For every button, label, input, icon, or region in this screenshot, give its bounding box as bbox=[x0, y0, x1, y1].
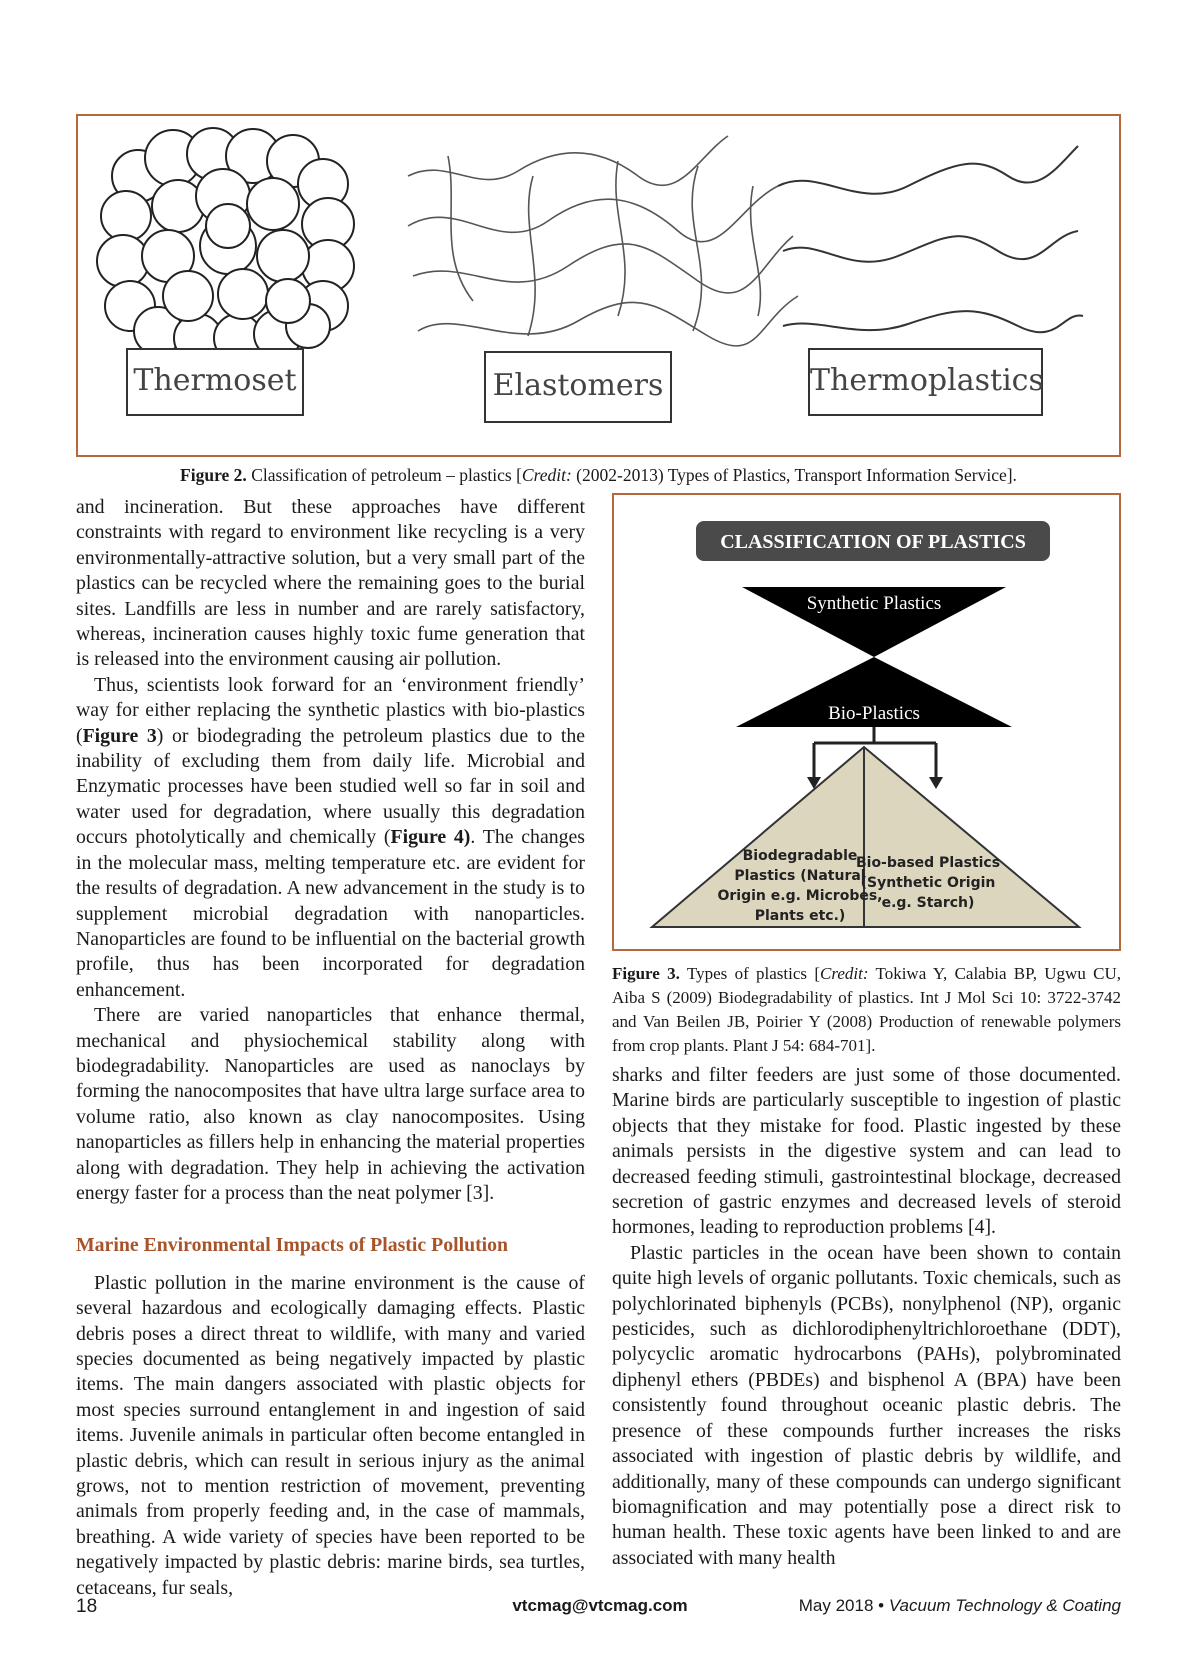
figure-4-reference: Figure 4) bbox=[390, 826, 471, 849]
figure-2-caption-label: Figure 2. bbox=[180, 465, 247, 485]
elastomers-label: Elastomers bbox=[484, 351, 672, 423]
footer-email-link[interactable]: vtcmag@vtcmag.com bbox=[512, 1596, 688, 1615]
publication-name: Vacuum Technology & Coating bbox=[888, 1596, 1121, 1615]
figure-3-caption-text: Types of plastics [ bbox=[679, 964, 821, 983]
left-box-line-4: Plants etc.) bbox=[754, 908, 846, 924]
right-column bbox=[612, 1063, 1121, 1571]
issue-date: May 2018 bbox=[798, 1596, 874, 1615]
left-paragraph-3: There are varied nanoparticles that enhance thermal, mechanical and physiochemical stability along with biodegradability. Nanoparticles are used as nanoclays by forming the nanocomposites that have ultra large surface area to volume ratio, also known as clay nanocomposites. Using nanoparticles as fillers help in enhancing the material properties along with degradation. They help in achieving the activation energy faster for a process than the neat polymer [3]. bbox=[76, 1004, 585, 1204]
figure-2-caption bbox=[76, 464, 1121, 486]
figure-2-caption-rest: (2002-2013) Types of Plastics, Transport Information Service]. bbox=[571, 465, 1017, 485]
right-box-line-2: (Synthetic Origin bbox=[860, 875, 996, 891]
left-box-line-2: Plastics (Natural bbox=[734, 868, 866, 884]
right-paragraph-1: sharks and filter feeders are just some of those documented. Marine birds are particularly susceptible to ingestion of plastic objects that they mistake for food. Plastic ingested by these animals persists in the digestive system and can lead to decreased feeding stimuli, gastrointestinal blockage, decreased secretion of gastric enzymes and decreased levels of steroid hormones, leading to reproduction problems [4]. bbox=[612, 1064, 1121, 1239]
figure-3 bbox=[612, 493, 1121, 951]
page-number: 18 bbox=[76, 1596, 98, 1617]
figure-3-caption-credit: Credit: bbox=[820, 964, 869, 983]
left-paragraph-2 bbox=[76, 673, 585, 1003]
figure-2 bbox=[76, 114, 1121, 457]
thermoset-label: Thermoset bbox=[126, 348, 304, 416]
figure-3-caption-label: Figure 3. bbox=[612, 964, 680, 983]
section-heading: Marine Environmental Impacts of Plastic Pollution bbox=[76, 1234, 509, 1257]
figure-3-reference: Figure 3 bbox=[82, 724, 157, 747]
thermoplastics-label: Thermoplastics bbox=[808, 348, 1043, 416]
thermoplastics-drawing bbox=[778, 146, 1083, 332]
classification-banner-text: CLASSIFICATION OF PLASTICS bbox=[720, 531, 1026, 553]
left-paragraph-2-part-a: Thus, scientists look forward for an ‘environment friendly’ way for either replacing the synthetic plastics with bio-plastics ( bbox=[76, 673, 585, 747]
synthetic-plastics-label: Synthetic Plastics bbox=[806, 593, 942, 614]
left-paragraph-2-part-c: . The changes in the molecular mass, melting temperature etc. are evident for the results of degradation. A new advancement in the study is to supplement microbial degradation with nanoparticles. Nanoparticles are found to be influential on the bacterial growth profile, thus has been incorporated for degradation enhancement. bbox=[76, 826, 585, 1001]
figure-3-caption-rest: Tokiwa Y, Calabia BP, Ugwu CU, Aiba S (2009) Biodegradability of plastics. Int J Mol Sci 10: 3722-3742 and Van Beilen JB, Poirier Y (2008) Production of renewable polymers from crop plants. Plant J 54: 684-701]. bbox=[612, 964, 1121, 1055]
left-paragraph-1: and incineration. But these approaches have different constraints with regard to environment like recycling is a very environmentally-attractive solution, but a very small part of the plastics can be recycled where the remaining goes to the burial sites. Landfills are less in number and are rarely satisfactory, whereas, incineration causes highly toxic fume generation that is released into the environment causing air pollution. bbox=[76, 496, 585, 671]
left-box-line-1: Biodegradable bbox=[742, 848, 858, 864]
left-column bbox=[76, 495, 585, 1601]
figure-3-caption bbox=[612, 962, 1121, 1058]
footer-bullet: • bbox=[873, 1596, 889, 1615]
right-arrow-head bbox=[929, 777, 943, 789]
footer-issue bbox=[799, 1596, 1121, 1616]
thermoset-drawing bbox=[97, 128, 354, 362]
right-box-line-1: Bio-based Plastics bbox=[855, 855, 1001, 871]
right-box-line-3: e.g. Starch) bbox=[881, 895, 975, 911]
bio-plastics-label: Bio-Plastics bbox=[828, 703, 920, 724]
right-paragraph-2: Plastic particles in the ocean have been shown to contain quite high levels of organic pollutants. Toxic chemicals, such as polychlorinated biphenyls (PCBs), nonylphenol (NP), organic pesticides, such as dichlorodiphenyltrichloroethane (DDT), polycyclic aromatic hydrocarbons (PAHs), polybrominated diphenyl ethers (PBDEs) and bisphenol A (BPA) have been consistently found throughout oceanic plastic debris. The presence of these compounds further increases the risks associated with ingestion of plastic debris by wildlife, and additionally, many of these compounds can undergo significant biomagnification and may potentially pose a direct risk to human health. These toxic agents have been linked to and are associated with many health bbox=[612, 1241, 1121, 1569]
left-paragraph-4: Plastic pollution in the marine environment is the cause of several hazardous and ecologically damaging effects. Plastic debris poses a direct threat to wildlife, with many and varied species documented as being negatively impacted by plastic items. The main dangers associated with plastic objects for most species surround entanglement in and ingestion of said items. Juvenile animals in particular often become entangled in plastic debris, which can result in serious injury as the animal grows, not to mention restriction of movement, preventing animals from properly feeding and, in the case of mammals, breathing. A wide variety of species have been reported to be negatively impacted by plastic debris: marine birds, sea turtles, cetaceans, fur seals, bbox=[76, 1271, 585, 1599]
left-box-line-3: Origin e.g. Microbes, bbox=[717, 888, 883, 904]
figure-2-caption-credit: Credit: bbox=[521, 465, 572, 485]
elastomers-drawing bbox=[408, 136, 798, 346]
figure-3-diagram bbox=[614, 495, 1119, 949]
left-paragraph-2-part-b: ) or biodegrading the petroleum plastics due to the inability of excluding them from daily life. Microbial and Enzymatic processes have been studied well so far in soil and water used for degradation, where usually this degradation occurs photolytically and chemically ( bbox=[76, 724, 585, 849]
figure-2-caption-text: Classification of petroleum – plastics [ bbox=[246, 465, 522, 485]
